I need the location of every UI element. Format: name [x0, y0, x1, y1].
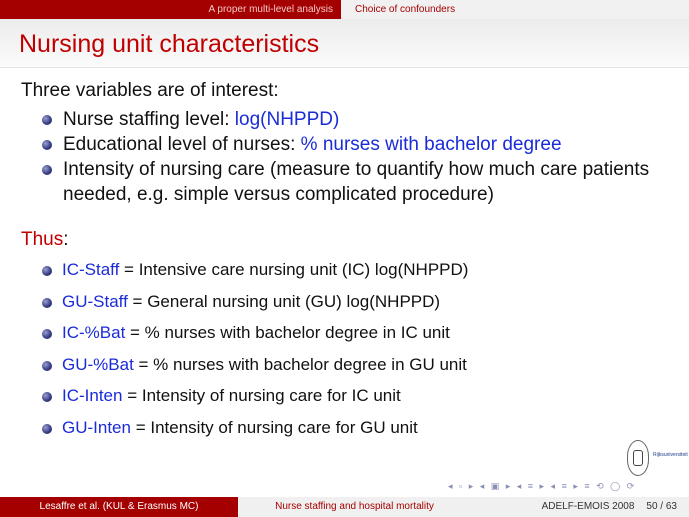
bullet-icon [42, 165, 52, 175]
nav-subsection-link[interactable]: Choice of confounders [341, 0, 689, 19]
variable-name: IC-Inten [62, 386, 123, 406]
variable-list [40, 107, 680, 207]
footer-bar [0, 497, 689, 517]
list-item [40, 385, 680, 417]
slide-title-bar [0, 19, 689, 68]
bullet-icon [42, 115, 52, 125]
slide-title: Nursing unit characteristics [19, 30, 320, 58]
bullet-icon [42, 361, 52, 371]
thus-colon: : [63, 229, 69, 250]
bullet-icon [42, 298, 52, 308]
list-item [40, 354, 680, 386]
top-navigation-bar [0, 0, 689, 19]
item-text: Nurse staffing level: [63, 109, 235, 130]
variable-name: GU-Staff [62, 291, 128, 311]
variable-description: = Intensive care nursing unit (IC) log(NHPPD) [119, 260, 469, 279]
logo-text: Rijksuniversiteit [653, 452, 688, 458]
item-highlight: % nurses with bachelor degree [300, 134, 562, 155]
list-item [40, 417, 680, 449]
item-text: Intensity of nursing care (measure to quantify how much care patients needed, e.g. simple versus complicated procedure) [63, 159, 650, 205]
list-item [40, 259, 680, 291]
list-item [40, 107, 680, 132]
footer-authors: Lesaffre et al. (KUL & Erasmus MC) [0, 497, 238, 517]
bullet-icon [42, 392, 52, 402]
thus-heading [21, 229, 69, 251]
bullet-icon [42, 329, 52, 339]
footer-right [471, 497, 689, 517]
variable-name: IC-%Bat [62, 323, 126, 343]
seal-emblem-icon [633, 450, 643, 466]
bullet-icon [42, 266, 52, 276]
footer-event: ADELF-EMOIS 2008 [541, 501, 635, 512]
list-item [40, 157, 680, 207]
beamer-navigation-icons[interactable]: ◂ ▫ ▸ ◂ ▣ ▸ ◂ ≡ ▸ ◂ ≡ ▸ ≡ ⟲ ◯ ⟳ [448, 481, 637, 491]
variable-description: = General nursing unit (GU) log(NHPPD) [127, 291, 441, 311]
variable-description: = % nurses with bachelor degree in IC unit [125, 323, 450, 343]
bullet-icon [42, 424, 52, 434]
university-seal-icon [627, 440, 649, 476]
variable-description: = Intensity of nursing care for IC unit [122, 386, 401, 406]
bullet-icon [42, 140, 52, 150]
list-item [40, 132, 680, 157]
thus-label: Thus [21, 229, 64, 250]
intro-text: Three variables are of interest: [21, 80, 279, 101]
nav-section-link[interactable]: A proper multi-level analysis [0, 0, 341, 19]
variable-name: GU-Inten [62, 417, 131, 437]
variable-name: GU-%Bat [62, 354, 134, 374]
item-text: Educational level of nurses: [63, 134, 301, 155]
list-item [40, 322, 680, 354]
variable-description: = % nurses with bachelor degree in GU unit [133, 354, 467, 374]
item-highlight: log(NHPPD) [234, 109, 340, 130]
variable-name: IC-Staff [62, 260, 120, 279]
variable-description: = Intensity of nursing care for GU unit [130, 417, 418, 437]
footer-page-number: 50 / 63 [646, 501, 677, 512]
list-item [40, 291, 680, 323]
footer-short-title: Nurse staffing and hospital mortality [238, 497, 471, 517]
definition-list [40, 259, 680, 449]
